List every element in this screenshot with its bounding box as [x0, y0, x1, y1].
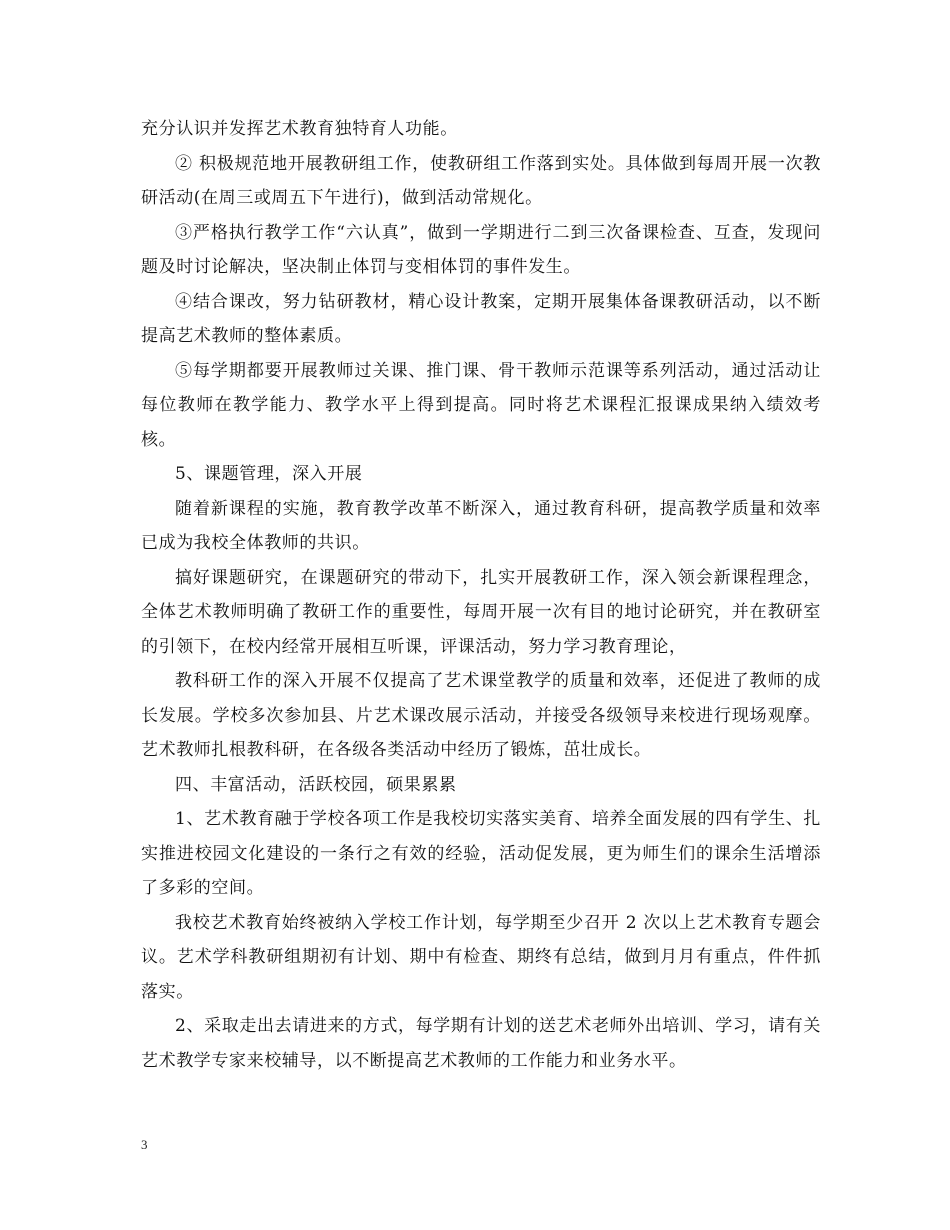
paragraph: 教科研工作的深入开展不仅提高了艺术课堂教学的质量和效率，还促进了教师的成长发展。学校多次参加县、片艺术课改展示活动，并接受各级领导来校进行现场观摩。艺术教师扎根教科研，在各级各类活动中经历了锻炼，茁壮成长。 [141, 671, 821, 760]
paragraph: 随着新课程的实施，教育教学改革不断深入，通过教育科研，提高教学质量和效率已成为我校全体教师的共识。 [141, 498, 821, 553]
paragraph: 搞好课题研究，在课题研究的带动下，扎实开展教研工作，深入领会新课程理念，全体艺术教师明确了教研工作的重要性，每周开展一次有目的地讨论研究，并在教研室的引领下，在校内经常开展相互听课，评课活动，努力学习教育理论， [141, 567, 821, 657]
paragraph: ⑤每学期都要开展教师过关课、推门课、骨干教师示范课等系列活动，通过活动让每位教师在教学能力、教学水平上得到提高。同时将艺术课程汇报课成果纳入绩效考核。 [141, 360, 821, 450]
paragraph: 1、艺术教育融于学校各项工作是我校切实落实美育、培养全面发展的四有学生、扎实推进校园文化建设的一条行之有效的经验，活动促发展，更为师生们的课余生活增添了多彩的空间。 [141, 809, 821, 898]
section-heading: 四、丰富活动，活跃校园，硕果累累 [175, 774, 457, 795]
section-heading: 5、课题管理，深入开展 [175, 464, 363, 484]
document-body [141, 112, 821, 1078]
paragraph: 我校艺术教育始终被纳入学校工作计划，每学期至少召开 2 次以上艺术教育专题会议。艺术学科教研组期初有计划、期中有检查、期终有总结，做到月月有重点，件件抓落实。 [141, 912, 821, 1002]
paragraph: ② 积极规范地开展教研组工作，使教研组工作落到实处。具体做到每周开展一次教研活动(在周三或周五下午进行)，做到活动常规化。 [141, 153, 821, 208]
paragraph: ③严格执行教学工作“六认真”，做到一学期进行二到三次备课检查、互查，发现问题及时讨论解决，坚决制止体罚与变相体罚的事件发生。 [141, 222, 821, 277]
paragraph: ④结合课改，努力钻研教材，精心设计教案，定期开展集体备课教研活动，以不断提高艺术教师的整体素质。 [141, 291, 821, 346]
page-number: 3 [141, 1137, 148, 1152]
paragraph: 2、采取走出去请进来的方式，每学期有计划的送艺术老师外出培训、学习，请有关艺术教学专家来校辅导，以不断提高艺术教师的工作能力和业务水平。 [141, 1016, 821, 1071]
paragraph: 充分认识并发挥艺术教育独特育人功能。 [141, 119, 458, 139]
